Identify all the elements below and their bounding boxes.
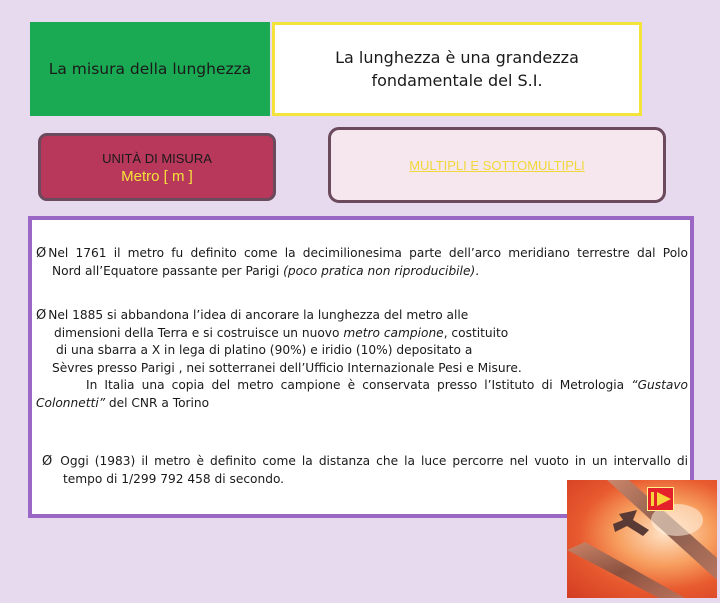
multipli-sottomultipli-link[interactable]: MULTIPLI E SOTTOMULTIPLI <box>409 157 585 173</box>
paragraph-1885-line1: Ø Nel 1885 si abbandona l’idea di ancorare la lunghezza del metro alle <box>36 308 469 323</box>
topic-title-line2: fondamentale del S.I. <box>371 71 543 90</box>
paragraph-1885-line3: di una sbarra a X in lega di platino (90%) e iridio (10%) depositato a <box>56 343 473 357</box>
paragraph-1761-line2: Nord all’Equatore passante per Parigi (poco pratica non riproducibile). <box>52 263 480 278</box>
paragraph-1983-line1: Ø Oggi (1983) il metro è definito come la distanza che la luce percorre nel vuoto in un intervallo di <box>42 454 688 469</box>
paragraph-1983-line2: tempo di 1/299 792 458 di secondo. <box>63 471 285 486</box>
paragraph-1983 <box>42 453 688 488</box>
next-arrow-icon <box>650 491 672 507</box>
paragraph-1885-line5: In Italia una copia del metro campione è conservata presso l’Istituto di Metrologia “Gustavo <box>86 378 688 392</box>
unit-label: UNITÀ DI MISURA <box>102 151 212 166</box>
unit-of-measure-box <box>38 133 276 201</box>
bullet-arrow-icon: Ø <box>36 246 47 261</box>
section-title-box <box>30 22 270 116</box>
next-slide-button[interactable] <box>647 487 674 511</box>
paragraph-1885-line2: dimensioni della Terra e si costruisce un nuovo metro campione, costituito <box>54 325 509 340</box>
content-frame <box>28 216 694 518</box>
platinum-bar-image <box>567 480 717 598</box>
paragraph-1761 <box>36 245 688 280</box>
paragraph-1885-line4: Sèvres presso Parigi , nei sotterranei dell’Ufficio Internazionale Pesi e Misure. <box>52 360 522 375</box>
metro-campione-photo <box>567 480 717 598</box>
paragraph-1885-line6: Colonnetti” del CNR a Torino <box>36 395 210 410</box>
bullet-arrow-icon: Ø <box>36 308 47 323</box>
paragraph-1761-line1: Ø Nel 1761 il metro fu definito come la decimilionesima parte dell’arco meridiano terrestre dal Polo <box>36 246 688 261</box>
multipli-box[interactable] <box>328 127 666 203</box>
unit-value: Metro [ m ] <box>121 168 193 185</box>
topic-title-line1: La lunghezza è una grandezza <box>335 48 579 67</box>
section-title: La misura della lunghezza <box>48 60 252 78</box>
topic-title-box <box>272 22 642 116</box>
bullet-arrow-icon: Ø <box>42 454 53 469</box>
paragraph-1885 <box>36 307 688 412</box>
